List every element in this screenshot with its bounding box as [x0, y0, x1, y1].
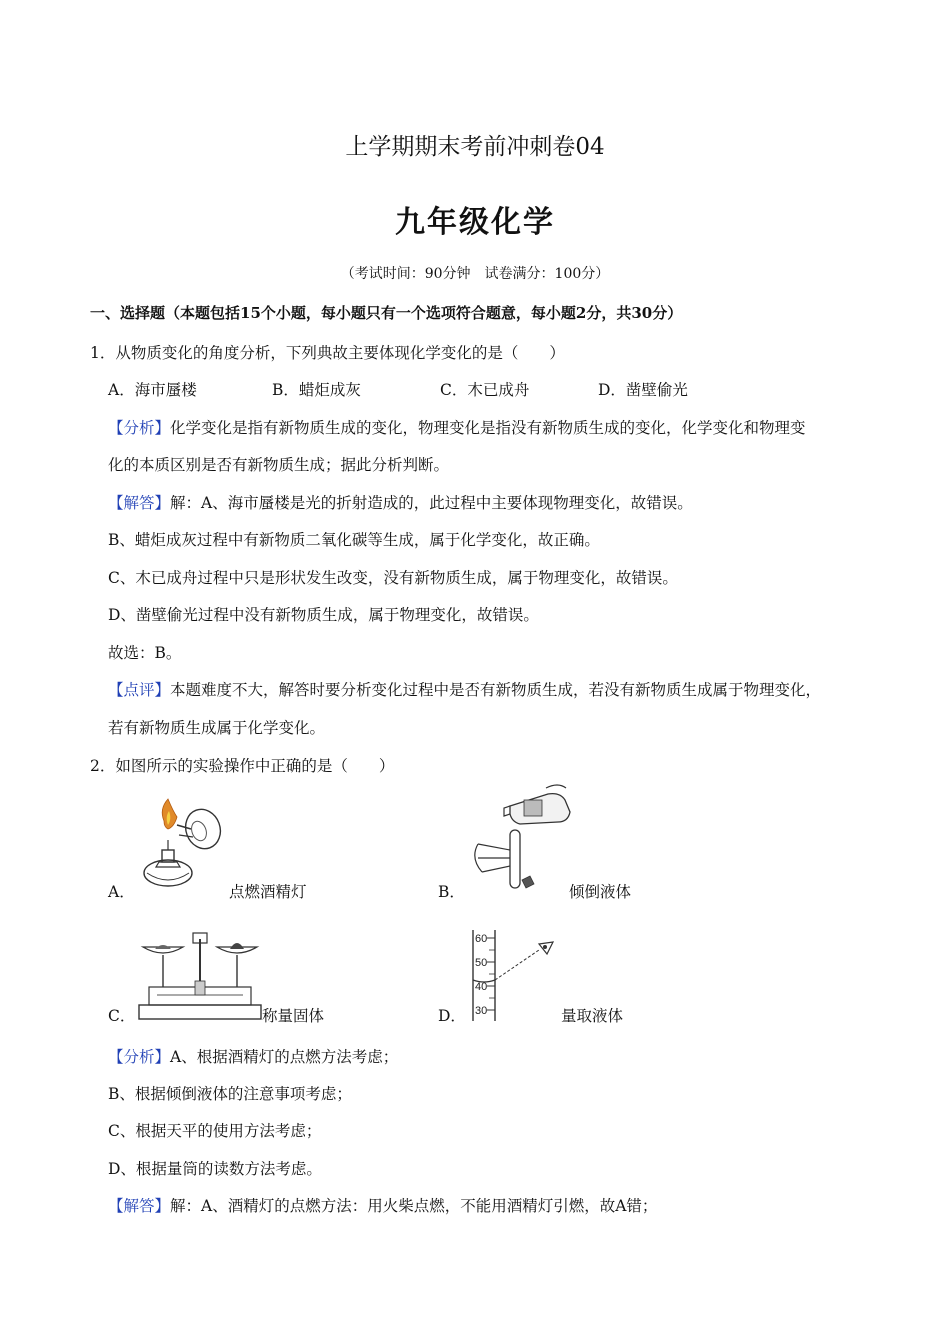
answer-tag: 【解答】 — [108, 494, 171, 512]
cylinder-tick-40: 40 — [475, 981, 488, 993]
q2-option-b-label: 倾倒液体 — [569, 883, 632, 901]
q2-option-c-letter: C． — [108, 1007, 136, 1025]
q1-answer-c: C、木已成舟过程中只是形状发生改变，没有新物质生成，属于物理变化，故错误。 — [108, 569, 678, 587]
cylinder-tick-60: 60 — [475, 933, 488, 945]
balance-illustration — [135, 925, 265, 1025]
comment-tag: 【点评】 — [108, 681, 171, 699]
analysis-tag: 【分析】 — [108, 1048, 171, 1066]
exam-info: （考试时间：90分钟 试卷满分：100分） — [340, 266, 610, 282]
pouring-liquid-illustration — [470, 778, 580, 898]
q2-answer: 【解答】解：A、酒精灯的点燃方法：用火柴点燃，不能用酒精灯引燃，故A错； — [108, 1197, 658, 1215]
q2-option-b-letter: B． — [438, 883, 465, 901]
q2-analysis-c: C、根据天平的使用方法考虑； — [108, 1122, 322, 1140]
q2-stem: 2．如图所示的实验操作中正确的是（ ） — [90, 757, 395, 775]
q2-analysis-b: B、根据倾倒液体的注意事项考虑； — [108, 1085, 352, 1103]
q1-answer-d: D、凿壁偷光过程中没有新物质生成，属于物理变化，故错误。 — [108, 606, 539, 624]
q1-answer: 【解答】解：A、海市蜃楼是光的折射造成的，此过程中主要体现物理变化，故错误。 — [108, 494, 693, 512]
answer-tag: 【解答】 — [108, 1197, 171, 1215]
q1-analysis-cont: 化的本质区别是否有新物质生成；据此分析判断。 — [108, 456, 450, 474]
q1-answer-b: B、蜡炬成灰过程中有新物质二氧化碳等生成，属于化学变化，故正确。 — [108, 531, 600, 549]
q1-stem: 1．从物质变化的角度分析，下列典故主要体现化学变化的是（ ） — [90, 344, 565, 362]
section-heading: 一、选择题（本题包括15个小题，每小题只有一个选项符合题意，每小题2分，共30分） — [90, 304, 683, 322]
q1-comment: 【点评】本题难度不大，解答时要分析变化过程中是否有新物质生成，若没有新物质生成属于物理变化， — [108, 681, 822, 699]
q2-option-d-label: 量取液体 — [561, 1007, 624, 1025]
q2-option-a-label: 点燃酒精灯 — [229, 883, 307, 901]
q1-comment-cont: 若有新物质生成属于化学变化。 — [108, 719, 326, 737]
q2-analysis: 【分析】A、根据酒精灯的点燃方法考虑； — [108, 1048, 399, 1066]
cylinder-tick-50: 50 — [475, 957, 488, 969]
q1-option-c: C．木已成舟 — [440, 381, 530, 399]
alcohol-lamp-illustration — [135, 795, 230, 895]
cylinder-tick-30: 30 — [475, 1005, 488, 1017]
page-subtitle: 九年级化学 — [395, 205, 555, 240]
q2-analysis-d: D、根据量筒的读数方法考虑。 — [108, 1160, 322, 1178]
q1-option-a: A．海市蜃楼 — [108, 381, 197, 399]
graduated-cylinder-illustration — [465, 928, 560, 1023]
analysis-tag: 【分析】 — [108, 419, 171, 437]
q1-analysis: 【分析】化学变化是指有新物质生成的变化，物理变化是指没有新物质生成的变化，化学变化和物理变 — [108, 419, 806, 437]
q1-option-b: B．蜡炬成灰 — [272, 381, 361, 399]
q2-option-a-letter: A． — [108, 883, 135, 901]
q2-option-d-letter: D． — [438, 1007, 466, 1025]
q1-choice: 故选：B。 — [108, 644, 182, 662]
q1-option-d: D．凿壁偷光 — [598, 381, 688, 399]
q2-option-c-label: 称量固体 — [262, 1007, 325, 1025]
page-title: 上学期期末考前冲刺卷04 — [345, 134, 605, 160]
